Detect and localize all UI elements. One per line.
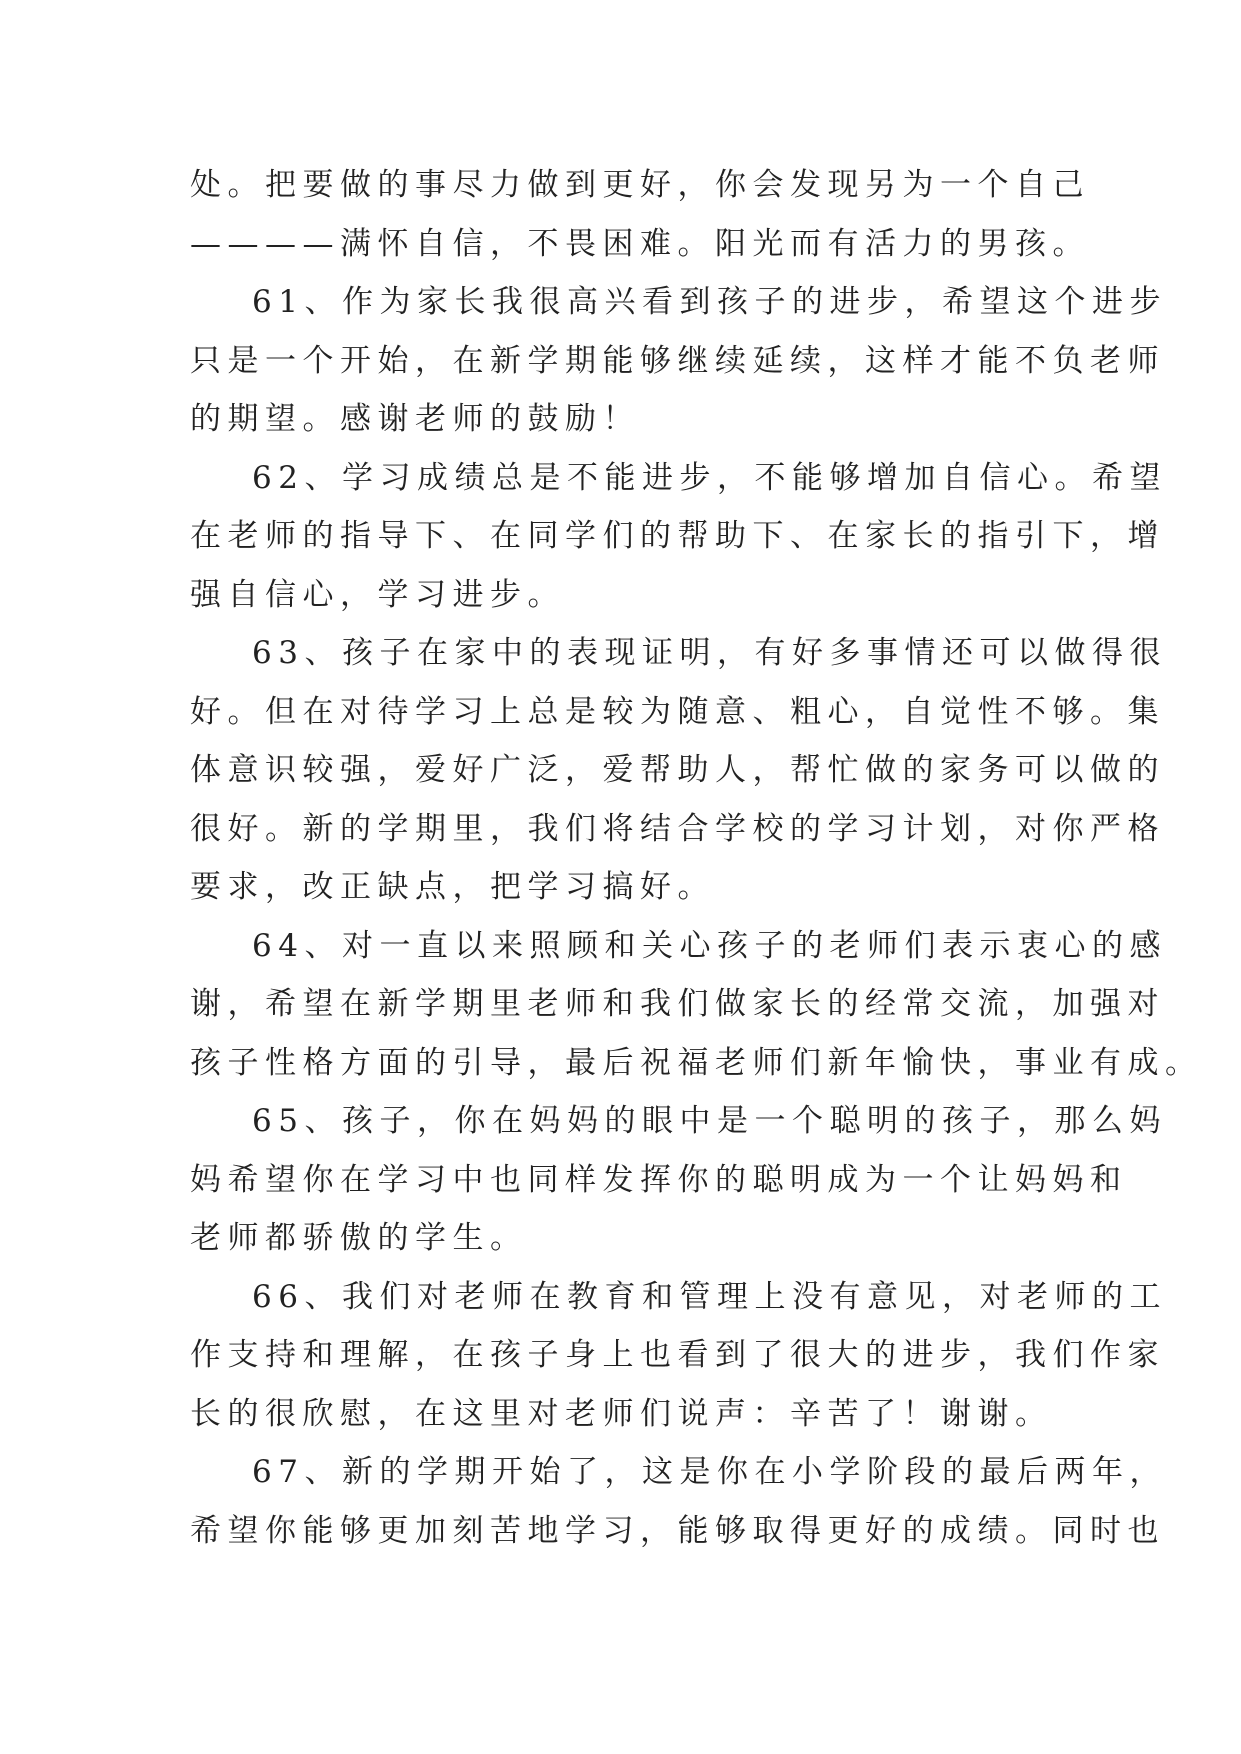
paragraph-62 xyxy=(190,449,1167,625)
text-line: 谢，希望在新学期里老师和我们做家长的经常交流，加强对 xyxy=(190,986,1165,1022)
text-line: 体意识较强，爱好广泛，爱帮助人，帮忙做的家务可以做的 xyxy=(190,752,1165,788)
text-line: 64、对一直以来照顾和关心孩子的老师们表示衷心的感 xyxy=(252,927,1167,964)
document-body xyxy=(190,156,1203,1560)
text-line: 老师都骄傲的学生。 xyxy=(190,1220,528,1256)
text-line: 强自信心，学习进步。 xyxy=(190,576,565,613)
paragraph-65 xyxy=(190,1092,1167,1268)
text-line: 65、孩子，你在妈妈的眼中是一个聪明的孩子，那么妈 xyxy=(252,1103,1167,1139)
paragraph-66 xyxy=(190,1268,1167,1444)
paragraph-61 xyxy=(190,273,1167,449)
text-line: 67、新的学期开始了，这是你在小学阶段的最后两年， xyxy=(252,1454,1167,1490)
paragraph-64 xyxy=(190,917,1203,1093)
text-line: 要求，改正缺点，把学习搞好。 xyxy=(190,869,715,905)
text-line: 62、学习成绩总是不能进步，不能够增加自信心。希望 xyxy=(252,459,1167,496)
text-line: 在老师的指导下、在同学们的帮助下、在家长的指引下，增 xyxy=(190,518,1165,554)
text-line: 63、孩子在家中的表现证明，有好多事情还可以做得很 xyxy=(252,635,1167,671)
paragraph-continuation xyxy=(190,156,1090,273)
text-line: ————满怀自信，不畏困难。阳光而有活力的男孩。 xyxy=(190,225,1090,262)
text-line: 妈希望你在学习中也同样发挥你的聪明成为一个让妈妈和 xyxy=(190,1161,1128,1198)
text-line: 长的很欣慰，在这里对老师们说声：辛苦了！谢谢。 xyxy=(190,1395,1053,1432)
paragraph-67 xyxy=(190,1443,1167,1560)
text-line: 作支持和理解，在孩子身上也看到了很大的进步，我们作家 xyxy=(190,1337,1165,1373)
text-line: 的期望。感谢老师的鼓励！ xyxy=(190,401,640,437)
text-line: 好。但在对待学习上总是较为随意、粗心，自觉性不够。集 xyxy=(190,693,1165,730)
text-line: 66、我们对老师在教育和管理上没有意见，对老师的工 xyxy=(252,1278,1167,1315)
text-line: 处。把要做的事尽力做到更好，你会发现另为一个自己 xyxy=(190,167,1090,203)
text-line: 孩子性格方面的引导，最后祝福老师们新年愉快，事业有成。 xyxy=(190,1044,1203,1081)
text-line: 只是一个开始，在新学期能够继续延续，这样才能不负老师 xyxy=(190,342,1165,379)
paragraph-63 xyxy=(190,624,1167,917)
text-line: 61、作为家长我很高兴看到孩子的进步，希望这个进步 xyxy=(252,284,1167,320)
text-line: 希望你能够更加刻苦地学习，能够取得更好的成绩。同时也 xyxy=(190,1512,1165,1549)
text-line: 很好。新的学期里，我们将结合学校的学习计划，对你严格 xyxy=(190,810,1165,847)
